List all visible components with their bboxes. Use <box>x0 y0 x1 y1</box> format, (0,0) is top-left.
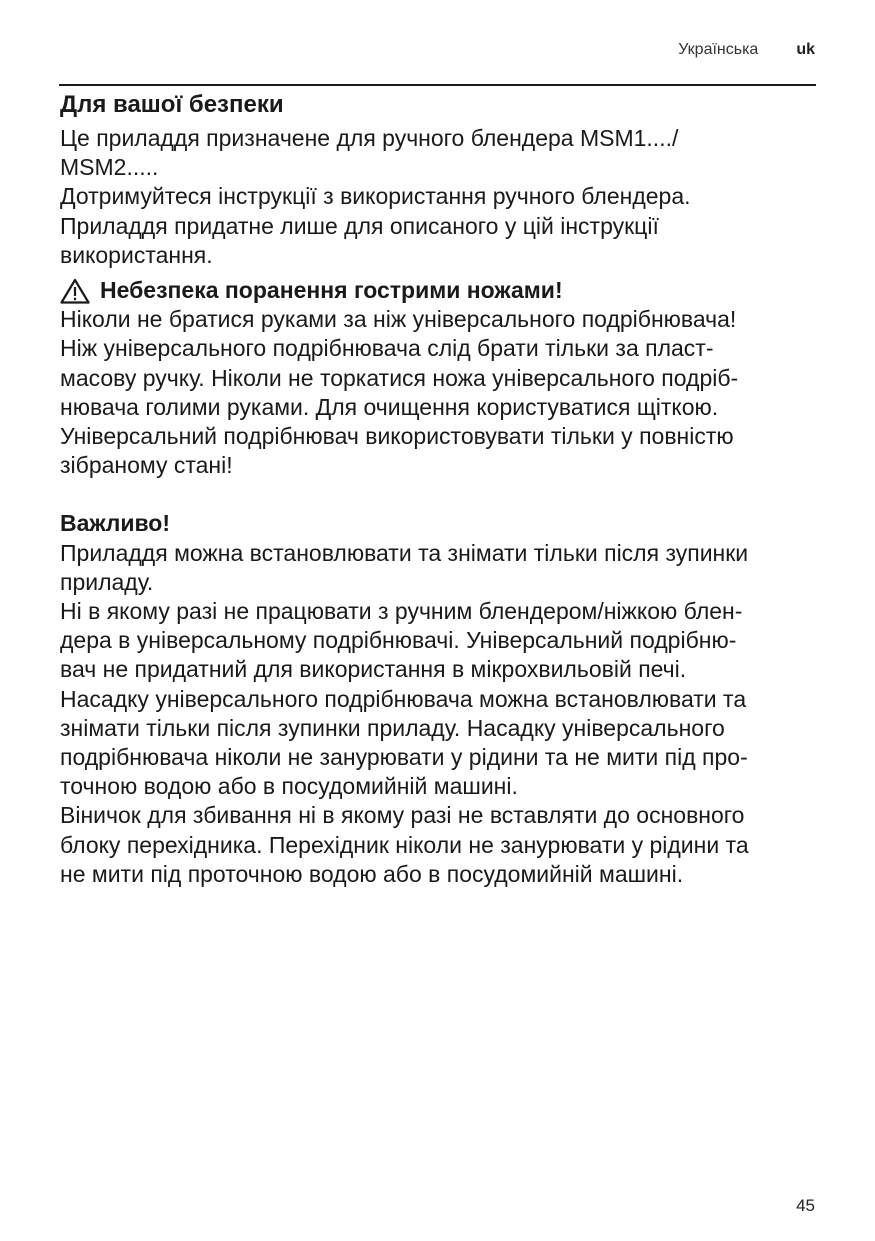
warning-heading <box>60 276 820 305</box>
intro-line: використання. <box>60 241 213 268</box>
page-content <box>60 89 820 889</box>
important-line: Приладдя можна встановлювати та знімати тільки після зупинки <box>60 539 749 566</box>
important-line: не мити під проточною водою або в посудомийній машині. <box>60 860 684 887</box>
important-line: дера в універсальному подрібнювачі. Універсальний подрібню- <box>60 627 737 654</box>
intro-line: Приладдя придатне лише для описаного у цій інструкції <box>60 212 659 239</box>
warning-line: Універсальний подрібнювач використовувати тільки у повністю <box>60 423 734 450</box>
important-line: Ні в якому разі не працювати з ручним блендером/ніжкою блен- <box>60 598 743 625</box>
important-line: подрібнювача ніколи не занурювати у рідини та не мити під про- <box>60 744 748 771</box>
warning-line: Ніколи не братися руками за ніж універсального подрібнювача! <box>60 306 737 333</box>
important-line: знімати тільки після зупинки приладу. Насадку універсального <box>60 714 725 741</box>
section-title: Для вашої безпеки <box>60 91 284 118</box>
warning-line: зібраному стані! <box>60 452 233 479</box>
important-heading: Важливо! <box>60 510 171 537</box>
important-line: Насадку універсального подрібнювача можна встановлювати та <box>60 685 747 712</box>
warning-line: масову ручку. Ніколи не торкатися ножа універсального подріб- <box>60 364 739 391</box>
important-line: вач не придатний для використання в мікрохвильовій печі. <box>60 656 687 683</box>
page-number: 45 <box>796 1196 815 1215</box>
warning-line: Ніж універсального подрібнювача слід брати тільки за пласт- <box>60 335 714 362</box>
warning-heading-text: Небезпека поранення гострими ножами! <box>100 277 563 304</box>
language-code: uk <box>796 41 815 58</box>
warning-line: нювача голими руками. Для очищення користуватися щіткою. <box>60 393 719 420</box>
header-divider <box>59 84 816 86</box>
language-label: Українська <box>678 41 759 58</box>
important-line: блоку перехідника. Перехідник ніколи не занурювати у рідини та <box>60 831 749 858</box>
warning-triangle-icon <box>60 278 90 304</box>
page-header <box>678 40 815 60</box>
important-line: приладу. <box>60 568 154 595</box>
intro-line: MSM2..... <box>60 154 159 181</box>
intro-line: Це приладдя призначене для ручного блендера MSM1..../ <box>60 125 679 151</box>
paragraph-gap <box>60 480 820 509</box>
important-line: Віничок для збивання ні в якому разі не вставляти до основного <box>60 802 745 829</box>
important-line: точною водою або в посудомийній машині. <box>60 773 518 800</box>
intro-line: Дотримуйтеся інструкції з використання ручного блендера. <box>60 183 691 210</box>
